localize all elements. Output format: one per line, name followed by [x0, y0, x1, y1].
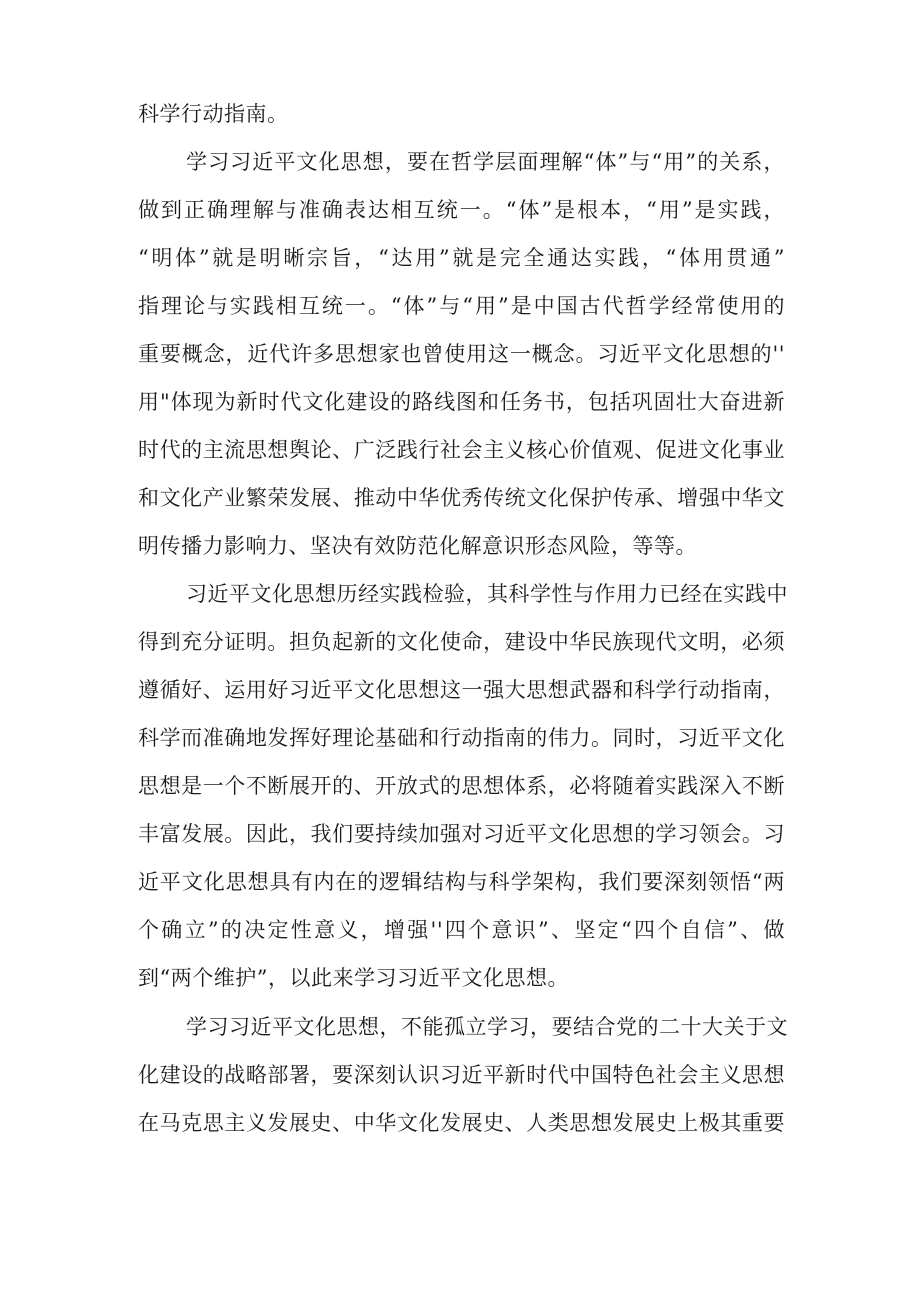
text-line: “明体”就是明晰宗旨，“达用”就是完全通达实践，“体用贯通”	[138, 246, 785, 270]
text-line: 和文化产业繁荣发展、推动中华优秀传统文化保护传承、增强中华文	[138, 486, 785, 510]
text-line: 指理论与实践相互统一。“体”与“用”是中国古代哲学经常使用的	[138, 294, 785, 318]
text-line: 得到充分证明。担负起新的文化使命，建设中华民族现代文明，必须	[138, 630, 785, 654]
text-line: 科学行动指南。	[138, 102, 289, 126]
text-line: 时代的主流思想舆论、广泛践行社会主义核心价值观、促进文化事业	[138, 438, 785, 462]
text-line: 近平文化思想具有内在的逻辑结构与科学架构，我们要深刻领悟“两	[138, 870, 785, 894]
text-line: 明传播力影响力、坚决有效防范化解意识形态风险，等等。	[138, 534, 697, 558]
text-line: 思想是一个不断展开的、开放式的思想体系，必将随着实践深入不断	[138, 774, 785, 798]
text-line: 用"体现为新时代文化建设的路线图和任务书，包括巩固壮大奋进新	[138, 390, 785, 414]
text-line: 丰富发展。因此，我们要持续加强对习近平文化思想的学习领会。习	[138, 822, 785, 846]
text-line: 重要概念，近代许多思想家也曾使用这一概念。习近平文化思想的''	[138, 342, 785, 366]
text-line: 科学而准确地发挥好理论基础和行动指南的伟力。同时，习近平文化	[138, 726, 785, 750]
paragraph-start-line: 学习习近平文化思想，要在哲学层面理解“体”与“用”的关系，	[186, 150, 785, 174]
paragraph-start-line: 学习习近平文化思想，不能孤立学习，要结合党的二十大关于文	[186, 1015, 788, 1039]
text-line: 在马克思主义发展史、中华文化发展史、人类思想发展史上极其重要	[138, 1111, 785, 1135]
text-line: 到“两个维护”，以此来学习习近平文化思想。	[138, 966, 569, 990]
text-line: 个确立”的决定性意义，增强''四个意识”、坚定“四个自信”、做	[138, 918, 785, 942]
text-line: 遵循好、运用好习近平文化思想这一强大思想武器和科学行动指南，	[138, 678, 785, 702]
text-line: 化建设的战略部署，要深刻认识习近平新时代中国特色社会主义思想	[138, 1063, 785, 1087]
paragraph-start-line: 习近平文化思想历经实践检验，其科学性与作用力已经在实践中	[186, 582, 788, 606]
text-line: 做到正确理解与准确表达相互统一。“体”是根本，“用”是实践，	[138, 198, 785, 222]
